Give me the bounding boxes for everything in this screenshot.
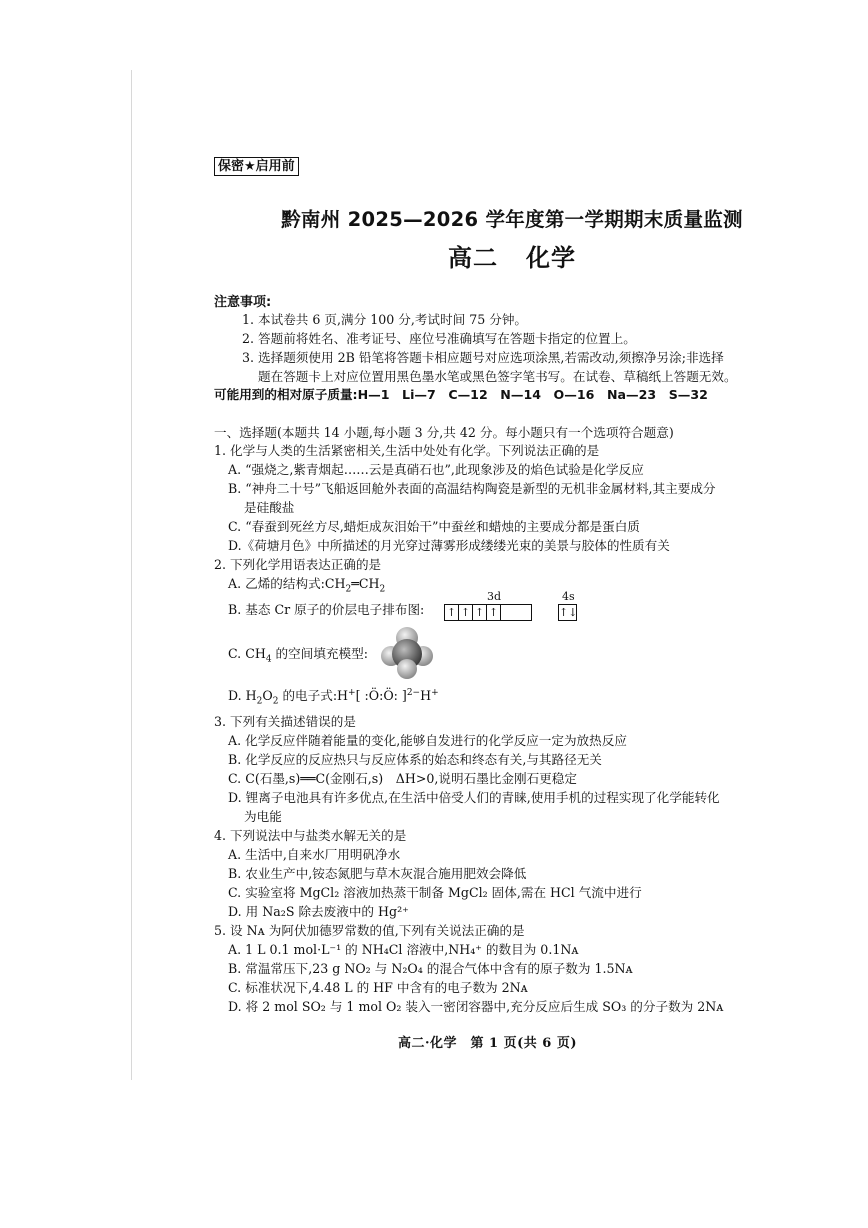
q4-stem: 4. 下列说法中与盐类水解无关的是 [214,828,407,843]
orbital-3d-label: 3d [487,590,502,603]
exam-subject-title [232,238,792,273]
q3-option-a: A. 化学反应伴随着能量的变化,能够自发进行的化学反应一定为放热反应 [228,733,627,748]
q1-option-a: A. “强烧之,紫青烟起……云是真硝石也”,此现象涉及的焰色试验是化学反应 [228,462,644,477]
confidential-label: 保密★启用前 [214,157,299,176]
note-item-1: 1. 本试卷共 6 页,满分 100 分,考试时间 75 分钟。 [242,312,528,327]
subject-label: 化学 [526,244,576,272]
q5-stem: 5. 设 Nᴀ 为阿伏加德罗常数的值,下列有关说法正确的是 [214,923,525,938]
orbital-box: ↑ [487,604,501,621]
q1-option-d: D.《荷塘月色》中所描述的月光穿过薄雾形成缕缕光束的美景与胶体的性质有关 [228,538,670,553]
q5-option-c: C. 标准状况下,4.48 L 的 HF 中含有的电子数为 2Nᴀ [228,980,528,995]
grade-label: 高二 [448,244,498,272]
orbital-3d-boxes [444,602,532,621]
orbital-4s-label: 4s [562,590,575,603]
q2-option-a: A. 乙烯的结构式$:CH_2═CH_2$ [228,576,386,595]
q1-option-b: B. “神舟二十号”飞船返回舱外表面的高温结构陶瓷是新型的无机非金属材料,其主要成分 [228,481,716,496]
q5-option-b: B. 常温常压下,23 g NO₂ 与 N₂O₄ 的混合气体中含有的原子数为 1.5Nᴀ [228,961,633,976]
q2-option-b: B. 基态 Cr 原子的价层电子排布图: [228,602,425,617]
orbital-box: ↑ [459,604,473,621]
q2-option-c: C. $CH_4$ 的空间填充模型: [228,646,368,665]
orbital-box: ↑↓ [559,606,578,619]
q2-stem: 2. 下列化学用语表达正确的是 [214,557,382,572]
q1-option-c: C. “春蚕到死丝方尽,蜡炬成灰泪始干”中蚕丝和蜡烛的主要成分都是蛋白质 [228,519,640,534]
note-item-2: 2. 答题前将姓名、准考证号、座位号准确填写在答题卡指定的位置上。 [242,331,636,346]
q4-option-c: C. 实验室将 MgCl₂ 溶液加热蒸干制备 MgCl₂ 固体,需在 HCl 气流中进行 [228,885,642,900]
note-item-3-cont: 题在答题卡上对应位置用黑色墨水笔或黑色签字笔书写。在试卷、草稿纸上答题无效。 [258,369,737,384]
q3-option-d: D. 锂离子电池具有许多优点,在生活中倍受人们的青睐,使用手机的过程实现了化学能转化 [228,790,720,805]
exam-title: 黔南州 2025—2026 学年度第一学期期末质量监测 [281,208,743,231]
notes-heading: 注意事项: [214,295,272,310]
q4-option-a: A. 生活中,自来水厂用明矾净水 [228,847,401,862]
q3-option-c: C. C(石墨,s)══C(金刚石,s) ΔH>0,说明石墨比金刚石更稳定 [228,771,577,786]
q3-stem: 3. 下列有关描述错误的是 [214,714,356,729]
h2o2-electron-formula: [ :Ö:Ö: ] [355,688,407,703]
section1-heading: 一、选择题(本题共 14 小题,每小题 3 分,共 42 分。每小题只有一个选项符合题意) [214,425,674,440]
note-item-3: 3. 选择题须使用 2B 铅笔将答题卡相应题号对应选项涂黑,若需改动,须擦净另涂;非选择 [242,350,724,365]
orbital-box [501,604,532,621]
q3-option-d-cont: 为电能 [244,809,282,824]
atomic-masses: 可能用到的相对原子质量:H—1 Li—7 C—12 N—14 O—16 Na—23 S—32 [214,387,708,402]
methane-space-filling-model [380,624,434,680]
q1-option-b-cont: 是硅酸盐 [244,500,295,515]
q4-option-d: D. 用 Na₂S 除去废液中的 Hg²⁺ [228,904,409,919]
page-footer: 高二·化学 第 1 页(共 6 页) [398,1036,578,1051]
q2-option-d: D. $H_2O_2$ 的电子式:H+[ :Ö:Ö: ]$^{2-}$H+ [228,687,439,707]
q5-option-a: A. 1 L 0.1 mol·L⁻¹ 的 NH₄Cl 溶液中,NH₄⁺ 的数目为 0.1Nᴀ [228,942,579,957]
q4-option-b: B. 农业生产中,铵态氮肥与草木灰混合施用肥效会降低 [228,866,527,881]
q1-stem: 1. 化学与人类的生活紧密相关,生活中处处有化学。下列说法正确的是 [214,443,600,458]
orbital-4s-boxes [558,602,577,621]
q3-option-b: B. 化学反应的反应热只与反应体系的始态和终态有关,与其路径无关 [228,752,602,767]
orbital-box: ↑ [473,604,487,621]
q5-option-d: D. 将 2 mol SO₂ 与 1 mol O₂ 装入一密闭容器中,充分反应后生成 SO₃ 的分子数为 2Nᴀ [228,999,724,1014]
orbital-box: ↑ [444,604,459,621]
scan-edge [131,70,132,1080]
